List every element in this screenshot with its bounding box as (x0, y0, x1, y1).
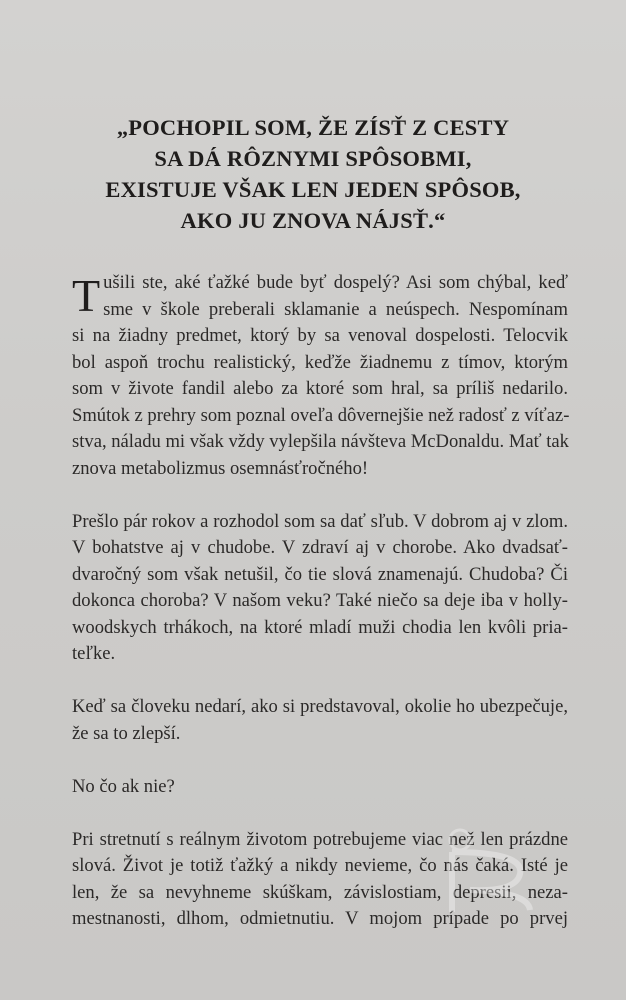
text-line: som v živote fandil alebo za ktoré som hral, sa príliš nedarilo. (72, 378, 568, 399)
quote-line: EXISTUJE VŠAK LEN JEDEN SPÔSOB, (105, 177, 521, 202)
chapter-quote (60, 112, 566, 236)
text-line: Smútok z prehry som poznal oveľa dôvernejšie než radosť z víťaz- (72, 404, 570, 426)
paragraph-3 (72, 694, 568, 747)
quote-line: SA DÁ RÔZNYMI SPÔSOBMI, (154, 146, 472, 171)
publisher-logo-watermark-icon (430, 812, 550, 922)
text-line: Prešlo pár rokov a rozhodol som sa dať sľub. V dobrom aj v zlom. (72, 510, 568, 532)
paragraph-4 (72, 774, 568, 801)
text-line: No čo ak nie? (72, 775, 175, 797)
text-line: dvaročný som však netušil, čo tie slová znamenajú. Chudoba? Či (72, 563, 568, 585)
text-line: V bohatstve aj v chudobe. V zdraví aj v chorobe. Ako dvadsať- (72, 537, 568, 558)
text-line: slová. Život je totiž ťažký a nikdy nevieme, čo nás čaká. Isté je (72, 855, 568, 876)
text-line: stva, náladu mi však vždy vylepšila návšteva McDonaldu. Mať tak (72, 431, 569, 452)
text-line: mestnanosti, dlhom, odmietnutiu. V mojom prípade po prvej (72, 908, 568, 929)
text-line: znova metabolizmus osemnásťročného! (72, 457, 369, 479)
text-line: bol aspoň trochu realistický, keďže žiadnemu z tímov, ktorým (72, 351, 568, 373)
text-line: Pri stretnutí s reálnym životom potrebujeme viac než len prázdne (72, 828, 568, 850)
drop-cap: T (72, 270, 101, 321)
quote-line: „POCHOPIL SOM, ŽE ZÍSŤ Z CESTY (116, 115, 510, 140)
text-line: ušili ste, aké ťažké bude byť dospelý? Asi som chýbal, keď (103, 272, 568, 293)
quote-line: AKO JU ZNOVA NÁJSŤ.“ (180, 208, 446, 233)
text-line: sme v škole preberali sklamanie a neúspech. Nespomínam (103, 298, 568, 320)
text-line: Keď sa človeku nedarí, ako si predstavoval, okolie ho ubezpečuje, (72, 696, 568, 717)
paragraph-2 (72, 509, 568, 668)
text-line: teľke. (72, 643, 116, 664)
text-line: dokonca choroba? V našom veku? Také niečo sa deje iba v holly- (72, 590, 568, 611)
paragraph-1 (72, 270, 568, 482)
text-line: že sa to zlepší. (72, 722, 181, 744)
text-line: woodskych trhákoch, na ktoré mladí muži chodia len kvôli pria- (72, 616, 568, 638)
text-line: si na žiadny predmet, ktorý by sa venoval dospelosti. Telocvik (72, 325, 568, 346)
text-line: len, že sa nevyhneme skúškam, závislostiam, depresii, neza- (72, 881, 568, 903)
